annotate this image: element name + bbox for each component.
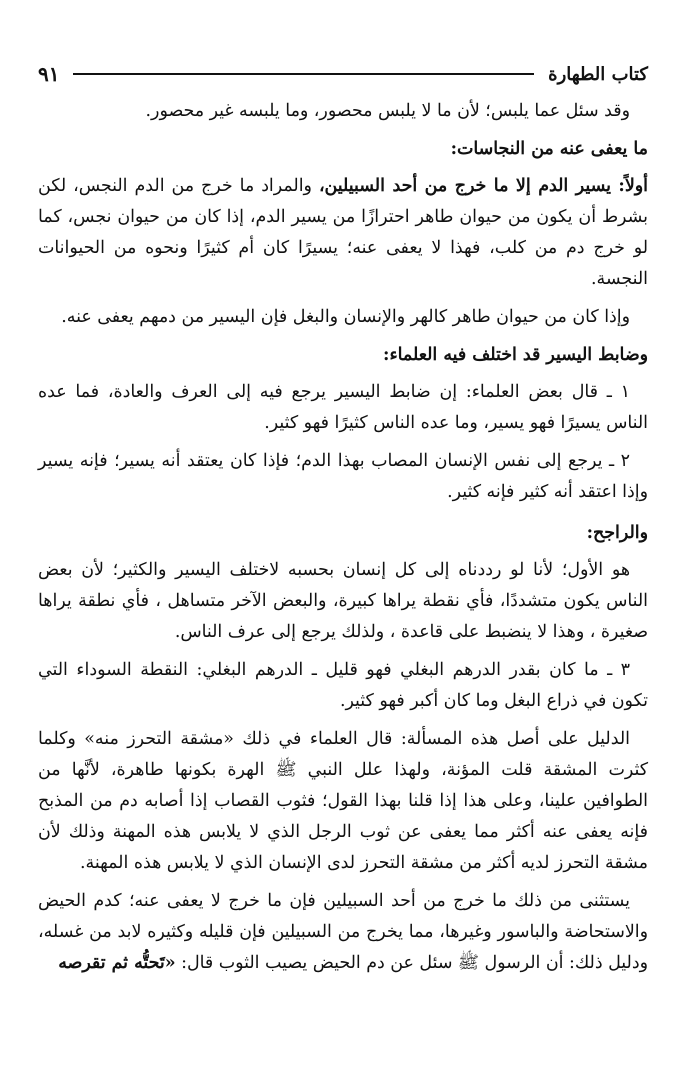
header-rule [73,73,534,75]
paragraph-1: وقد سئل عما يلبس؛ لأن ما لا يلبس محصور، وما يلبسه غير محصور. [145,101,630,121]
paragraph-9-text: يستثنى من ذلك ما خرج من أحد السبيلين فإن ما خرج لا يعفى عنه؛ كدم الحيض والاستحاضة والباسور وغيرها، مما يخرج من السبيلين فإن قليله وكثيره لابد من غسله، ودليل ذلك: أن الرسول ﷺ سئل عن دم الحيض يصيب الثوب قال: [38,891,648,973]
paragraph-2 [38,171,648,295]
paragraph-2-lead: أولاً: يسير الدم إلا ما خرج من أحد السبيلين، [318,176,649,196]
page-header [38,58,648,90]
paragraph-8: الدليل على أصل هذه المسألة: قال العلماء في ذلك «مشقة التحرز منه» وكلما كثرت المشقة قلت المؤنة، ولهذا علل النبي ﷺ الهرة بكونها طاهرة، لأنَّها من الطوافين علينا، وعلى هذا إذا قلنا بهذا القول؛ فثوب القصاب إذا أصابه دم من المذبح فإنه يعفى عنه أكثر مما يعفى عن ثوب الرجل الذي لا يلابس هذه المهنة وذلك لأن مشقة التحرز لديه أكثر من مشقة التحرز لدى الإنسان الذي لا يلابس هذه المهنة. [38,729,648,873]
heading-criterion: وضابط اليسير قد اختلف فيه العلماء: [383,345,648,365]
page-number: ٩١ [38,61,60,86]
heading-preferred: والراجح: [586,523,648,543]
paragraph-2-text: والمراد ما خرج من الدم النجس، لكن بشرط أن يكون من حيوان طاهر احترازًا من يسير الدم، إذا كان من حيوان نجس، كما لو خرج دم من كلب، فهذا لا يعفى عنه؛ يسيرًا كان أم كثيرًا ونحوه من الحيوانات النجسة. [38,176,648,289]
paragraph-6: هو الأول؛ لأنا لو رددناه إلى كل إنسان بحسبه لاختلف اليسير والكثير؛ لأن بعض الناس يكون متشددًا، فأي نقطة يراها كبيرة، والبعض الآخر متساهل ، فأي نطقة يراها صغيرة ، وهذا لا ينضبط على قاعدة ، ولذلك يرجع إلى عرف الناس. [38,560,648,642]
chapter-title: كتاب الطهارة [548,63,648,85]
paragraph-4: ١ ـ قال بعض العلماء: إن ضابط اليسير يرجع فيه إلى العرف والعادة، فما عده الناس يسيرًا فهو يسير، وما عده الناس كثيرًا فهو كثير. [38,382,648,433]
heading-excused-impurities: ما يعفى عنه من النجاسات: [450,139,648,159]
paragraph-3: وإذا كان من حيوان طاهر كالهر والإنسان والبغل فإن اليسير من دمهم يعفى عنه. [61,307,630,327]
paragraph-7: ٣ ـ ما كان بقدر الدرهم البغلي فهو قليل ـ الدرهم البغلي: النقطة السوداء التي تكون في ذراع البغل وما كان أكبر فهو كثير. [38,660,648,711]
paragraph-5: ٢ ـ يرجع إلى نفس الإنسان المصاب بهذا الدم؛ فإذا كان يعتقد أنه يسير؛ فإنه يسير وإذا اعتقد أنه كثير فإنه كثير. [38,451,648,502]
paragraph-9 [38,886,648,979]
page-body [38,96,648,986]
hadith-quote: «تَحتُّه ثم تقرصه [58,953,176,973]
